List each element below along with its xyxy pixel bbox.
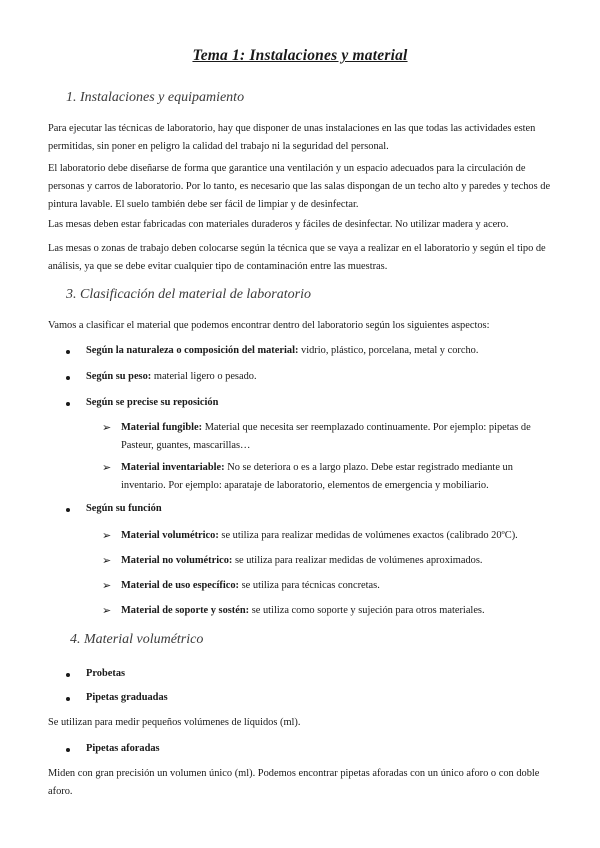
sub-list-item-text: se utiliza para realizar medidas de volúmenes aproximados. [232, 555, 483, 566]
sub-list-item [121, 459, 551, 495]
sub-list-item [121, 577, 380, 595]
bullet-icon [66, 748, 70, 752]
list-item [86, 665, 125, 683]
list-item-label: Según su peso: [86, 371, 152, 382]
arrow-bullet-icon: ➢ [102, 604, 112, 617]
section-heading-instalaciones: 1. Instalaciones y equipamiento [66, 90, 245, 105]
bullet-icon [66, 697, 70, 701]
list-item-label: Según su función [86, 503, 162, 514]
list-item-label: Pipetas aforadas [86, 743, 160, 754]
list-item-label: Según la naturaleza o composición del material: [86, 345, 299, 356]
list-item [86, 342, 478, 360]
paragraph: Vamos a clasificar el material que podemos encontrar dentro del laboratorio según los siguientes aspectos: [48, 320, 490, 331]
paragraph: El laboratorio debe diseñarse de forma que garantice una ventilación y un espacio adecuados para la circulación de personas y carros de laboratorio. Por lo tanto, es necesario que las salas dispongan de un techo alto y paredes y techos de pintura lavable. El suelo también debe ser fácil de limpiar y de desinfectar. [48, 163, 551, 210]
sub-list-item-label: Material no volumétrico: [121, 555, 233, 566]
paragraph: Miden con gran precisión un volumen único (ml). Podemos encontrar pipetas aforadas con un único aforo o con doble aforo. [48, 768, 540, 797]
paragraph: Para ejecutar las técnicas de laboratorio, hay que disponer de unas instalaciones en las que todas las actividades esten permitidas, sin poner en peligro la calidad del trabajo ni la seguridad del personal. [48, 123, 536, 152]
paragraph: Se utilizan para medir pequeños volúmenes de líquidos (ml). [48, 717, 301, 728]
section-heading-volumetrico: 4. Material volumétrico [70, 632, 204, 647]
section-heading-clasificacion: 3. Clasificación del material de laboratorio [66, 287, 311, 302]
list-item-label: Probetas [86, 668, 126, 679]
arrow-bullet-icon: ➢ [102, 421, 112, 434]
sub-list-item [121, 527, 518, 545]
sub-list-item-label: Material fungible: [121, 422, 203, 433]
sub-list-item [121, 552, 483, 570]
bullet-icon [66, 508, 70, 512]
sub-list-item [121, 419, 551, 455]
page-title: Tema 1: Instalaciones y material [192, 47, 408, 64]
arrow-bullet-icon: ➢ [102, 529, 112, 542]
sub-list-item-label: Material de uso específico: [121, 580, 240, 591]
sub-list-item-text: No se deteriora o es a largo plazo. Debe estar registrado mediante un inventario. Por ejemplo: aparataje de laboratorio, elementos de emergencia y mobiliario. [121, 462, 513, 491]
list-item-label: Pipetas graduadas [86, 692, 168, 703]
arrow-bullet-icon: ➢ [102, 461, 112, 474]
list-item-text: material ligero o pesado. [151, 371, 257, 382]
list-item [86, 740, 160, 758]
sub-list-item-label: Material de soporte y sostén: [121, 605, 250, 616]
bullet-icon [66, 673, 70, 677]
list-item [86, 368, 257, 386]
list-item [86, 394, 218, 412]
paragraph: Las mesas o zonas de trabajo deben colocarse según la técnica que se vaya a realizar en el laboratorio y según el tipo de análisis, ya que se debe evitar cualquier tipo de contaminación entre las muestras. [48, 243, 546, 272]
list-item-label: Según se precise su reposición [86, 397, 219, 408]
list-item [86, 689, 168, 707]
arrow-bullet-icon: ➢ [102, 554, 112, 567]
sub-list-item-text: se utiliza como soporte y sujeción para otros materiales. [249, 605, 485, 616]
sub-list-item-text: se utiliza para realizar medidas de volúmenes exactos (calibrado 20ºC). [218, 530, 518, 541]
list-item-text: vidrio, plástico, porcelana, metal y corcho. [298, 345, 479, 356]
paragraph: Las mesas deben estar fabricadas con materiales duraderos y fáciles de desinfectar. No utilizar madera y acero. [48, 219, 509, 230]
sub-list-item [121, 602, 485, 620]
sub-list-item-text: se utiliza para técnicas concretas. [239, 580, 380, 591]
sub-list-item-label: Material inventariable: [121, 462, 225, 473]
bullet-icon [66, 402, 70, 406]
list-item [86, 500, 162, 518]
bullet-icon [66, 376, 70, 380]
bullet-icon [66, 350, 70, 354]
arrow-bullet-icon: ➢ [102, 579, 112, 592]
sub-list-item-text: Material que necesita ser reemplazado continuamente. Por ejemplo: pipetas de Pasteur, guantes, mascarillas… [121, 422, 531, 451]
sub-list-item-label: Material volumétrico: [121, 530, 219, 541]
